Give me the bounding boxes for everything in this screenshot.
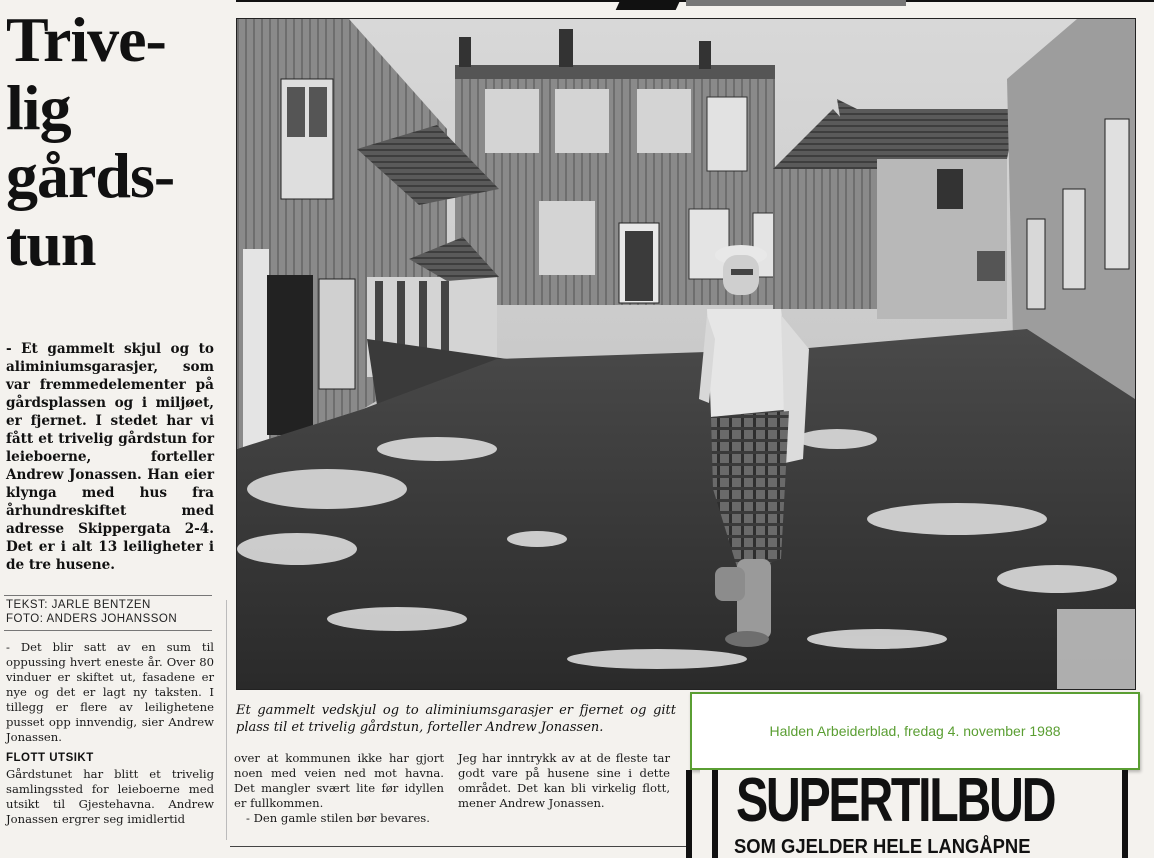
source-label: Halden Arbeiderblad, fredag 4. november 1988 [769,723,1061,739]
body-column-3: Jeg har inntrykk av at de fleste tar godt vare på husene sine i dette området. Det kan bli virkelig flott, mener Andrew Jonassen. [458,751,670,810]
photo-caption: Et gammelt vedskjul og to aliminiumsgarasjer er fjernet og gitt plass til et trivelig gårdstun, forteller Andrew Jonassen. [236,703,676,735]
subhead: FLOTT UTSIKT [6,752,94,764]
byline-photo: FOTO: ANDERS JOHANSSON [6,613,178,625]
byline-rule-top [4,595,212,596]
body-paragraph-1: - Det blir satt av en sum til oppussing hvert eneste år. Over 80 vinduer er skiftet ut, fasadene er nye og det er lagt ny taksten. I tillegg er flere av leilighetene pusset opp innvendig, sier Andrew Jonassen. [6,640,214,744]
masthead-fragment [616,0,681,10]
ad-title: SUPERTILBUD [736,770,1055,835]
column-rule [226,600,227,840]
article-photo [236,18,1136,690]
ad-subtitle: SOM GJELDER HELE LANGÅPNE [734,836,1031,858]
headline [6,6,232,278]
foreground-slab [1057,609,1135,689]
ad-left-bar [686,770,692,858]
headline-line-3: gårds- [6,140,175,211]
advertisement [700,770,1128,858]
headline-line-1: Trive- [6,4,166,75]
ingress: - Et gammelt skjul og to aliminiumsgarasjer, som var fremmedelementer på gårdsplassen og i miljøet, er fjernet. I stedet har vi fått et trivelig gårdstun for leieboerne, forteller Andrew Jonassen. Han eier klynga med hus fra århundreskiftet med adresse Skippergata 2-4. Det er i alt 13 leiligheter i de tre husene. [6,341,214,573]
masthead-fragment-2 [686,0,906,6]
byline-text: TEKST: JARLE BENTZEN [6,599,151,611]
body-paragraph-2: Gårdstunet har blitt et trivelig samlingssted for leieboerne med utsikt til Gjestehavna. Andrew Jonassen ergrer seg imidlertid [6,767,214,826]
source-label-box [690,692,1140,770]
body-column-2-quote: - Den gamle stilen bør bevares. [246,811,430,825]
bottom-rule [230,846,686,847]
courtyard-photo-illustration [237,19,1135,689]
headline-line-2: lig [6,72,71,143]
byline-rule-bottom [4,630,212,631]
body-column-2: over at kommunen ikke har gjort noen med veien ned mot havna. Det mangler svært lite før idyllen er fullkommen. [234,751,444,810]
ad-frame [712,770,1128,858]
headline-line-4: tun [6,208,96,279]
